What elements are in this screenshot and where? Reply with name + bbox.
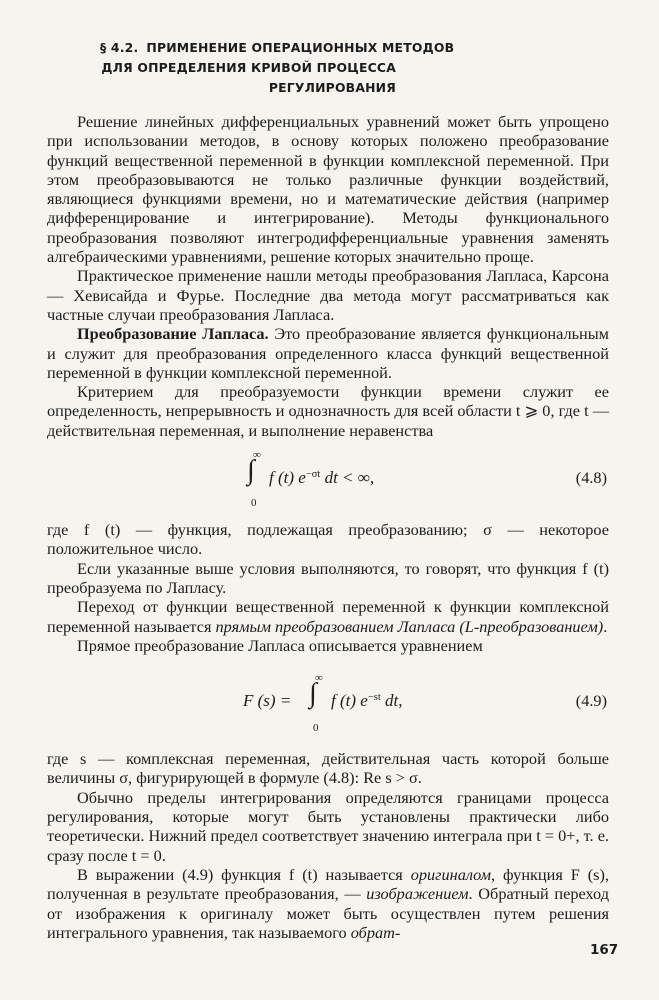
equation-lhs: F (s) =: [243, 691, 292, 711]
section-number: § 4.2.: [100, 40, 139, 55]
paragraph-3: Преобразование Лапласа. Это преобразование является функциональным и служит для преобразования определенного класса функций вещественной переменной в функции комплексной переменной.: [47, 324, 609, 382]
term-image: изображением: [366, 884, 469, 904]
integrand: f (t) $e^{-st}$ dt,: [331, 691, 403, 711]
heading-line-1: § 4.2. ПРИМЕНЕНИЕ ОПЕРАЦИОННЫХ МЕТОДОВ: [100, 40, 455, 55]
term-direct-laplace: прямым преобразованием Лапласа (L-преобразованием): [215, 616, 604, 636]
paragraph-1: Решение линейных дифференциальных уравнений может быть упрощено при использовании методов, в основу которых положено преобразование функций вещественной переменной в функции комплексной переменной. При этом преобразовываются не только различные функции воздействий, являющиеся функциями времени, но и математические действия (например дифференцирование и интегрирование). Методы функционального преобразования позволяют интегродифференциальные уравнения заменять алгебраическими уравнениями, решение которых значительно проще.: [47, 112, 609, 267]
heading-line-3: РЕГУЛИРОВАНИЯ: [268, 80, 396, 95]
equation-4-8: [47, 446, 609, 512]
paragraph-5: где f (t) — функция, подлежащая преобразованию; σ — некоторое положительное число.: [47, 520, 609, 559]
term-inverse: обрат-: [350, 922, 401, 942]
integral-upper-limit: ∞: [253, 449, 261, 462]
equation-4-9: [47, 669, 609, 743]
integral-lower-limit: 0: [251, 497, 257, 510]
run-in-heading: Преобразование Лапласа.: [77, 324, 269, 344]
section-heading: [100, 38, 455, 98]
integral-lower-limit: 0: [313, 722, 319, 735]
term-original: оригиналом: [410, 864, 492, 884]
integral-sign: ∫: [309, 678, 317, 710]
paragraph-9: где s — комплексная переменная, действительная часть которой больше величины σ, фигурирующей в формуле (4.8): Re s > σ.: [47, 749, 609, 788]
paragraph-10: Обычно пределы интегрирования определяются границами процесса регулирования, которые могут быть установлены практически либо теоретически. Нижний предел соответствует значению интеграла при t = 0+, т. е. сразу после t = 0.: [47, 787, 609, 865]
equation-number: (4.9): [575, 691, 607, 711]
paragraph-2: Практическое применение нашли методы преобразования Лапласа, Карсона — Хевисайда и Фурье. Последние два метода могут рассматриваться как частные случаи преобразования Лапласа.: [47, 266, 609, 324]
integral-sign: ∫: [247, 455, 255, 487]
page-number: 167: [590, 942, 619, 958]
heading-line-2: ДЛЯ ОПРЕДЕЛЕНИЯ КРИВОЙ ПРОЦЕССА: [101, 60, 396, 75]
equation-number: (4.8): [575, 468, 607, 488]
paragraph-7: Переход от функции вещественной переменной к функции комплексной переменной называется прямым преобразованием Лапласа (L-преобразованием).: [47, 597, 609, 636]
paragraph-4: Критерием для преобразуемости функции времени служит ее определенность, непрерывность и однозначность для всей области t ⩾ 0, где t — действительная переменная, и выполнение неравенства: [47, 382, 609, 440]
paragraph-8: Прямое преобразование Лапласа описывается уравнением: [77, 635, 483, 655]
integrand: f (t) $e^{-\sigma t}$ dt < ∞,: [269, 468, 375, 488]
body-text: [47, 112, 609, 942]
integral-upper-limit: ∞: [315, 672, 323, 685]
paragraph-6: Если указанные выше условия выполняются, то говорят, что функция f (t) преобразуема по Лапласу.: [47, 558, 609, 597]
paragraph-11: В выражении (4.9) функция f (t) называется оригиналом, функция F (s), полученная в результате преобразования, — изображением. Обратный переход от изображения к оригиналу может быть осуществлен путем решения интегрального уравнения, так называемого обрат-: [47, 864, 609, 942]
